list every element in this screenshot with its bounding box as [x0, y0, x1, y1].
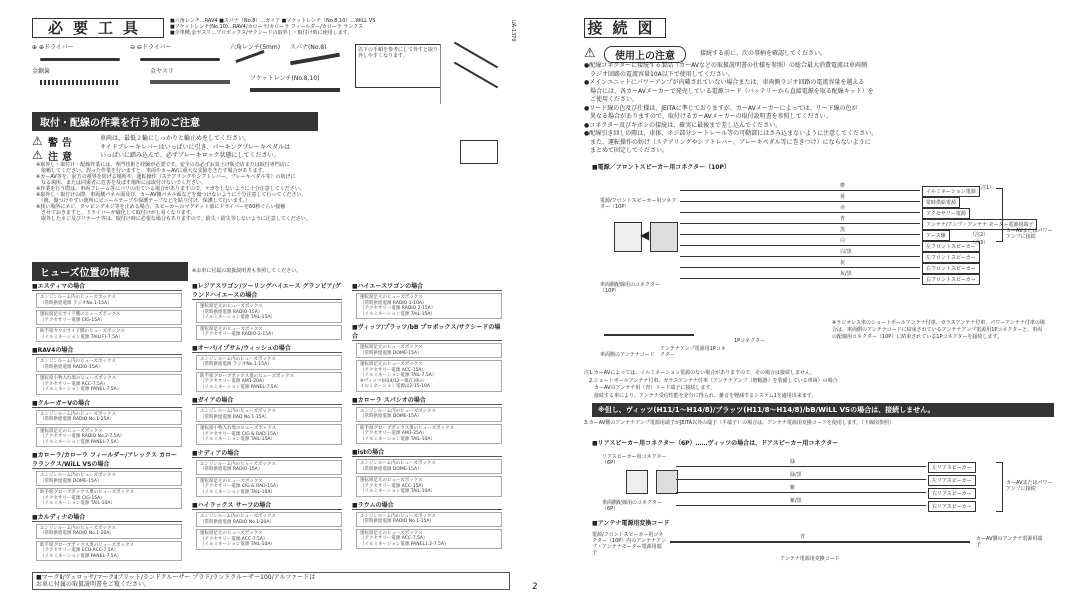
connector-6p [626, 470, 648, 494]
fuse-section-heading: ■RAV4の場合 [32, 345, 182, 355]
tool-saw: 金鋸歯 [32, 68, 51, 75]
rear-wire [676, 492, 926, 493]
fuse-section-heading: ■クルーガーVの場合 [32, 398, 182, 408]
tool-hex-wrench: 六角レンチ(5mm) [230, 44, 281, 51]
fuse-column-3 [352, 278, 502, 551]
fuse-location-item: エンジンルーム内のヒューズボックス （常時供給電源 RADIO No.1-20A） [36, 524, 182, 539]
note2-line: 注1.カーAVによっては、イルミネーション電源のない場合がありますので、その場合は接続しません。 [584, 370, 816, 376]
power-cav-label: カーAVまたはパワーアンプに接続 [1006, 228, 1053, 240]
fuse-location-item: エンジンルーム内のヒューズボックス （常時供給電源 RADIO No.1-25A） [36, 410, 182, 425]
fuse-section-heading: ■カローラ/カローラ フィールダー/アレックス カローラランクス/WiLL VSの場合 [32, 450, 182, 469]
fuse-location-item: 運転席足元のヒューズボックス （常時供給電源 DOME-15A） [356, 343, 502, 358]
wire-color-label: 紫/黒 [790, 498, 802, 504]
tool-illustration [440, 44, 511, 104]
fuse-location-item: エンジンルーム内のヒューズボックス （常時供給電源 ラジオNo.1-15A） [36, 293, 182, 308]
battery-illustration [460, 140, 498, 164]
tool-socket-wrench: ソケットレンチ(No.8,10) [250, 75, 320, 82]
note2-line: 2.ショートポールアンテナ付車、ガラスアンテナ付車（アンテナアンプ（増幅器）を装備している車両）の場合 [584, 377, 838, 384]
warning-icon: ⚠ [32, 134, 43, 148]
note-line: ※取外し・取付けの際、車両側パネル面及び、カーAV側パネル面などを傷つけないように十分注意して行ってください。 [36, 192, 307, 198]
vehicle-antenna-label: 車両側のアンテナコード [600, 352, 655, 358]
fuse-section-heading: ■カルディナの場合 [32, 512, 182, 522]
fuse-location-item: 運転席足元のヒューズボックス （アクセサリー電源 ACC-15A） （イルミネーション電源 TAIL-7.5A） ※ヴィッツ(H14/12〜現在)車の イルミネーション電源は2-15-10A [356, 360, 502, 392]
usage-note-line: ラジオ回路の電流容量10A以下で使用してください。 [584, 70, 734, 78]
fuse-footer-line-2: お車に付属の取扱説明書をご覧ください。 [36, 581, 151, 588]
wire-color-label: 黒 [840, 227, 846, 233]
power-terminal-label: 左フロントスピーカー [922, 241, 980, 252]
tools-title: 必要工具 [32, 18, 164, 38]
wire-color-label: 灰 [840, 260, 846, 266]
fuse-section-heading: ■エスティマの場合 [32, 281, 182, 291]
wire-color-label: 緑 [790, 459, 796, 465]
power-note-1: （注1） [976, 185, 995, 191]
power-wire [680, 212, 920, 213]
tool-plus-driver: ⊕ ⊕ドライバー [32, 44, 74, 51]
connector-6p-harness [656, 470, 678, 494]
fuse-location-item: 助手席グローブボックス奥のヒューズボックス （アクセサリー電源 CIG-15A） （イルミネーション電源 TAIL-10A） [36, 488, 182, 509]
usage-note-line: 異なる場合がありますので、取付けるカーAVメーカーの取付説明書を参照してください。 [584, 113, 832, 120]
usage-label: 使用上の注意 [604, 46, 686, 63]
note-line: ※カーAV等を、前方の視界を妨げる場所や、運転操作（ステアリングやシフトレバー、ブレーキペダル等）の妨げに [36, 174, 296, 180]
note-line: 依頼してください。誤った作業を行いますと、車両やカーAVに重大な支障をきたす場合があります。 [36, 168, 268, 174]
warning-label: 警告 [48, 138, 76, 149]
fuse-location-item: 運転席足元のヒューズボックス （アクセサリー電源 RADIO No.2-7.5A） （イルミネーション電源 PANEL-7.5A） [36, 427, 182, 448]
usage-note-line: ●メインユニットにパワーアンプが内蔵されていない場合または、車両側ラジオ回路の電流容量を越える [584, 79, 865, 86]
power-wire [680, 267, 920, 268]
fuse-location-item: エンジンルーム内のヒューズボックス （常時供給電源 RADIO No.1-15A） [356, 512, 502, 527]
fuse-location-item: エンジンルーム内のヒューズボックス （常時供給電源 RADIO-15A） [36, 357, 182, 372]
fuse-location-item: 運転席足元のヒューズボックス （アクセサリー電源 RADIO-2-15A） [196, 325, 342, 340]
usage-note-line: ご使用ください。 [584, 96, 639, 103]
power-terminal-label: アース線 [922, 230, 950, 241]
wire-color-label: 緑/黒 [790, 472, 802, 478]
file-icon [150, 80, 230, 84]
rear-connector-title: ■リアスピーカー用コネクター（6P）……ヴィッツの場合は、ドアスピーカー用コネクター [592, 440, 839, 447]
caution-icon: ⚠ [32, 148, 43, 162]
tool-spanner: スパナ(No.8) [290, 44, 327, 51]
tool-note-box: 以下の手順を参考にして外すと取り外しやすくなります。 [355, 44, 441, 88]
caution-label: 注意 [48, 152, 76, 163]
socket-wrench-icon [250, 88, 340, 92]
note2-line: カーAVのアンテナ用（青）リード端子に接続します。 [584, 385, 715, 391]
antenna-cord-dst-label: カーAV側のアンテナ電源用端子 [976, 536, 1043, 548]
usage-note-line: ●配線引き回しの際は、車体、ネジ部分シートレール等の可動部にはさみ込まないように注意してください。 [584, 130, 878, 137]
rear-wire [676, 479, 926, 480]
fuse-location-item: 運転席足元のヒューズボックス （アクセサリー電源 ACC-7.5A） （イルミネーション電源 TAIL-10A） [196, 529, 342, 550]
note-line: ※取外し・取付け・配線作業には、専門技術と経験が必要です。安全の為必ずお買上げ販売店または取付専門店に [36, 162, 290, 168]
tool-minus-driver: ⊖ ⊖ドライバー [130, 44, 172, 51]
rear-cav-label: カーAVまたはパワーアンプに接続 [1006, 480, 1053, 492]
fuse-location-item: 運転席足元のヒューズボックス （アクセサリー電源 CIG & RAD-15A） （イルミネーション電源 TAIL-10A） [196, 477, 342, 498]
note2-line: 接続する車により、アンテナ受信性能を充分に得られ、雑音を軽減するシステム1を適用出来ます。 [584, 392, 817, 399]
power-wire [680, 190, 920, 191]
usage-warning-icon: ⚠ [584, 46, 596, 61]
fuse-note: ※お車に付属の取扱説明書も参照してください。 [192, 268, 302, 274]
fuse-location-item: エンジンルーム内のヒューズボックス （常時供給電源 DOME-15A） [356, 459, 502, 474]
power-terminal-label: 常時供給電源 [922, 197, 960, 208]
wire-color-label: 赤 [840, 205, 846, 211]
antenna-cord-src-label: 電源/フロントスピーカー用コネクター（10P）内のアンテナアンプ・アンテナモーター電源用端子 [592, 532, 666, 556]
fuse-location-item: 運転席足元のヒューズボックス （常時供給電源 RADIO-15A） （イルミネーション電源 TAIL-15A） [196, 302, 342, 323]
fuse-section-heading: ■ガイアの場合 [192, 395, 342, 405]
saw-icon [40, 80, 120, 85]
radio-note: ※ラジオレス車のショートポールアンテナ付車、ガラスアンテナ付車、パワーアンテナ付車の場合は、車両側のアンテナコードに結束されているアンテナアンプ電源用1Pコネクターと、車両の配線用コネクター（10P）に結束されている1Pコネクターを接続します。 [832, 320, 1045, 340]
tools-legend [170, 18, 500, 36]
exception-bar: ※但し、ヴィッツ(H11/1〜H14/8)/プラッツ(H11/8〜H14/8)/bB/WiLL VSの場合は、接続しません。 [592, 403, 1054, 417]
antenna-cord-wire-color: 青 [800, 534, 806, 540]
fuse-location-item: 運転席足元のヒューズボックス （アクセサリー電源 ACC-7.5A） （イルミネーション電源 PANEL1.2-7.5A） [356, 529, 502, 550]
power-wire [680, 234, 920, 235]
spanner-icon [290, 53, 340, 66]
fuse-section-heading: ■オーパ/イプサム/ウィッシュの場合 [192, 343, 342, 353]
fuse-location-item: 運転席小物入れ奥のヒューズボックス （アクセサリー電源 CIG & RAD-15A） （イルミネーション電源 TAIL-15A） [196, 424, 342, 445]
usage-note-line: ●コネクター及びギボシの接続は、確実に最後まで差し込んでください。 [584, 121, 782, 129]
power-wire [680, 201, 920, 202]
rear-terminal-label: 左リアスピーカー [928, 462, 976, 473]
fuse-location-item: 助手席グローブボックス奥のヒューズボックス （アクセサリー電源 AM1-20A） （イルミネーション電源 PANEL-7.5A） [196, 372, 342, 393]
fuse-location-item: エンジンルーム内のヒューズボックス （常時供給電源 ラジオNo.1-15A） [196, 355, 342, 370]
fuse-section-heading: ■istの場合 [352, 447, 502, 457]
hex-wrench-icon [235, 50, 264, 63]
usage-note-line: まとめて固定してください。 [584, 147, 669, 154]
rear-wire [676, 505, 926, 506]
wire-color-label: 白/黒 [840, 249, 852, 255]
power-terminal-label: アクセサリー電源 [922, 208, 970, 219]
notes-2 [584, 370, 1054, 400]
page-number: 2 [532, 582, 538, 592]
power-wire [680, 278, 920, 279]
note-line: 取外したネジ及びリテーナ等は、取付け時に必要な場合もありますので、紛失・紛失等しないように注意してください。 [36, 216, 311, 222]
work-notes [36, 162, 506, 222]
usage-notes [584, 62, 1054, 156]
fuse-location-item: 助手席グローブボックス奥のヒューズボックス （アクセサリー電源 ECU-ACC-7.5A） （イルミネーション電源 PANEL-7.5A） [36, 541, 182, 562]
note-line: ※狭い場所にネジ、タッピングネジ等を止める場合、スピーカーのマグネット部にドライバーを60秒ぐらい接触 [36, 204, 286, 210]
tool-label-minus-driver: ⊖ドライバー [136, 44, 172, 51]
antenna-cord-wire [670, 541, 970, 543]
plus-driver-icon [40, 58, 120, 61]
usage-note-line: ●リード線の色及び仕様は、JEITAに準じておりますが、カーAVメーカーによっては、リード線の色が [584, 104, 858, 112]
caution-text-1: サイドブレーキレバーはいっぱいに引き、パーキングブレーキペダルは [100, 144, 291, 151]
front-connector-label: 電源/フロントスピーカー用コネクター（10P） [600, 198, 677, 210]
note-line: （例、傷つけやすい箇所にビニールテープや保護テープなどを貼り付け、保護して行います。） [36, 198, 250, 204]
fuse-location-item: エンジンルーム内のヒューズボックス （常時供給電源 RAD No.1-15A） [196, 407, 342, 422]
fuse-location-item: 助手席カウルサイド側のヒューズボックス （イルミネーション電源 TAIL(F)-7.5A） [36, 327, 182, 342]
connection-title: 接続図 [584, 18, 666, 38]
rear-terminal-label: 右リアスピーカー [928, 488, 976, 499]
note-line: ※作業を行う際は、車両フレーム等にバリの出ている場合がありますので、ケガをしないように十分注意してください。 [36, 186, 305, 192]
work-section-title: 取付・配線の作業を行う前のご注意 [32, 112, 318, 131]
fuse-footer [32, 572, 510, 590]
tools-legend-line-2: ■ソケットレンチ(No.10)…RAV4/カローラ/カローラ フィールダー/カローラ ランクス [170, 24, 364, 30]
fuse-location-item: エンジンルーム内のヒューズボックス （常時供給電源 RADIO-15A） [196, 460, 342, 475]
fuse-section-heading: ■カローラ スパシオの場合 [352, 395, 502, 405]
rear-bracket [996, 462, 1003, 512]
power-note-2: （注2） [970, 232, 989, 238]
warning-text: 車両は、最低２輪にしっかりと輪止めをしてください。 [100, 135, 251, 142]
wire-color-label: 白 [840, 238, 846, 244]
fuse-location-item: 運転席足元のヒューズボックス （アクセサリー電源 ACC-15A） （イルミネーション電源 TAIL-10A） [356, 476, 502, 497]
power-wire [680, 245, 920, 246]
connector-10p-harness [650, 222, 678, 252]
minus-driver-icon [140, 58, 220, 61]
power-terminal-label: アンテナ/アンプ・アンテナ モーター電源用端子 [922, 219, 1037, 230]
fuse-location-item: 運転席足元のヒューズボックス （常時供給電源 RADIO 1-10A） （アクセサリー電源 RADIO 2-15A） （イルミネーション電源 TAIL-15A） [356, 293, 502, 319]
usage-note-line: また、運転操作の妨げ（ステアリングやシフトレバー、ブレーキペダル等に巻きつけ）にならないように [584, 138, 871, 146]
antenna-cable [604, 334, 694, 336]
fuse-location-item: 助手席グローブボックス奥のヒューズボックス （アクセサリー電源 AM1-25A） （イルミネーション電源 TAIL-10A） [356, 424, 502, 445]
tools-legend-line-3: ■全車種,金ヤスリ…プロボックス/サクシードの取外し・取付け時に使用します。 [170, 30, 353, 36]
fuse-footer-line-1: ■マークⅡ/ヴェロッサ/マークⅡブリット/ランドクルーザー プラド/ランドクルーザー100/アルファードは [36, 574, 316, 581]
fuse-section-heading: ■ヴィッツ/プラッツ/bB プロボックス/サクシードの場合 [352, 324, 501, 340]
power-connector-title: ■電源／フロントスピーカー用コネクター（10P） [592, 164, 730, 171]
antenna-cord-name: アンテナ電源用変換コード [780, 556, 840, 562]
fuse-location-item: エンジンルーム内のヒューズボックス （常時供給電源 DOME-15A） [356, 407, 502, 422]
wire-color-label: 灰/黒 [840, 271, 852, 277]
fuse-location-item: エンジンルーム内のヒューズボックス （常時供給電源 RADIO No.1-20A） [196, 512, 342, 527]
tools-legend-line-1: ■六角レンチ…RAV4 ■スパナ（No.8）…ガイア ■ソケットレンチ（No.8,10）…WiLL VS [170, 18, 376, 24]
note-line: させておきますと、ドライバーが磁化して取付けがし易くなります。 [36, 210, 196, 216]
rear-vehicle-label: 車両側配線用のコネクター（6P） [602, 500, 662, 512]
fuse-section-heading: ■ラウムの場合 [352, 500, 502, 510]
side-code: UA-1370 [510, 20, 516, 42]
wire-color-label: 橙 [840, 183, 846, 189]
fuse-section-title: ヒューズ位置の情報 [32, 262, 188, 281]
fuse-section-heading: ■ハイラックス サーフの場合 [192, 500, 342, 510]
power-note-3: （注3） [970, 240, 989, 246]
power-terminal-label: 左フロントスピーカー [922, 252, 980, 263]
power-wire [680, 256, 920, 257]
power-terminal-label: 右フロントスピーカー [922, 263, 980, 274]
usage-note-line: ●配線コネクターに接続する製品（カーAVなどの取扱説明書の仕様を参照）の総合最大消費電流は車両側 [584, 62, 867, 69]
fuse-section-heading: ■ナディアの場合 [192, 448, 342, 458]
fuse-section-heading: ■レジアスワゴン/ツーリングハイエース グランビア/グランドハイエースの場合 [192, 283, 341, 299]
antenna-cord-title: ■アンテナ電源用変換コード [592, 520, 670, 527]
power-terminal-label: 右フロントスピーカー [922, 274, 980, 285]
connector-10p-car-side [614, 222, 642, 252]
power-terminal-label: イルミネーション電源 [922, 186, 980, 197]
wire-color-label: 青 [840, 216, 846, 222]
usage-lead: 接続する前に、次の事柄を確認してください。 [700, 50, 827, 57]
wire-color-label: 黄 [840, 194, 846, 200]
wire-color-label: 紫 [790, 485, 796, 491]
connector-1p-label: 1Pコネクター [734, 338, 766, 344]
tool-file: 金ヤスリ [150, 68, 174, 75]
usage-note-line: 場合には、各カーAVメーカーで発売している電源コード（バッテリーから直接電源を取る配線キット）を [584, 87, 874, 95]
caution-text-2: いっぱいに踏み込んで、必ずブレーキロック状態にしてください。 [100, 152, 280, 159]
rear-terminal-label: 左リアスピーカー [928, 475, 976, 486]
fuse-section-heading: ■ハイエースワゴンの場合 [352, 281, 502, 291]
antenna-1p-label: アンテナアンプ電源用1Pコネクター [660, 346, 726, 358]
fuse-location-item: エンジンルーム内のヒューズボックス （常時供給電源 DOME-15A） [36, 471, 182, 486]
rear-wire [676, 466, 926, 467]
rear-terminal-label: 右リアスピーカー [928, 501, 976, 512]
rear-connector-label: リアスピーカー用コネクター（6P） [602, 454, 667, 466]
note-3: 3.カーAV側のアンテナアンプ電源用端子がJEITA以外の端子（平端子）の場合は、アンテナ電源用変換コードを使用します。（下線図参照） [584, 420, 894, 426]
fuse-location-item: 運転席足元サイド側のヒューズボックス （アクセサリー電源 CIG-15A） [36, 310, 182, 325]
vehicle-connector-label: 車両側配線用のコネクター（10P） [600, 282, 660, 294]
power-bracket [996, 188, 1003, 242]
tool-label-plus-driver: ⊕ドライバー [38, 44, 74, 51]
fuse-location-item: 運転席小物入れ奥のヒューズボックス （アクセサリー電源 ACC-7.5A） （イルミネーション電源 PANEL-7.5A） [36, 374, 182, 395]
note-line: なる場所、または同乗者に危害を及ぼす場所には取付けないでください。 [36, 180, 207, 186]
arrow-left-icon: ◀ [640, 228, 650, 242]
right-page [540, 0, 1080, 607]
fuse-column-2 [192, 278, 342, 552]
fuse-column-1 [32, 278, 182, 563]
power-wire [680, 223, 920, 224]
